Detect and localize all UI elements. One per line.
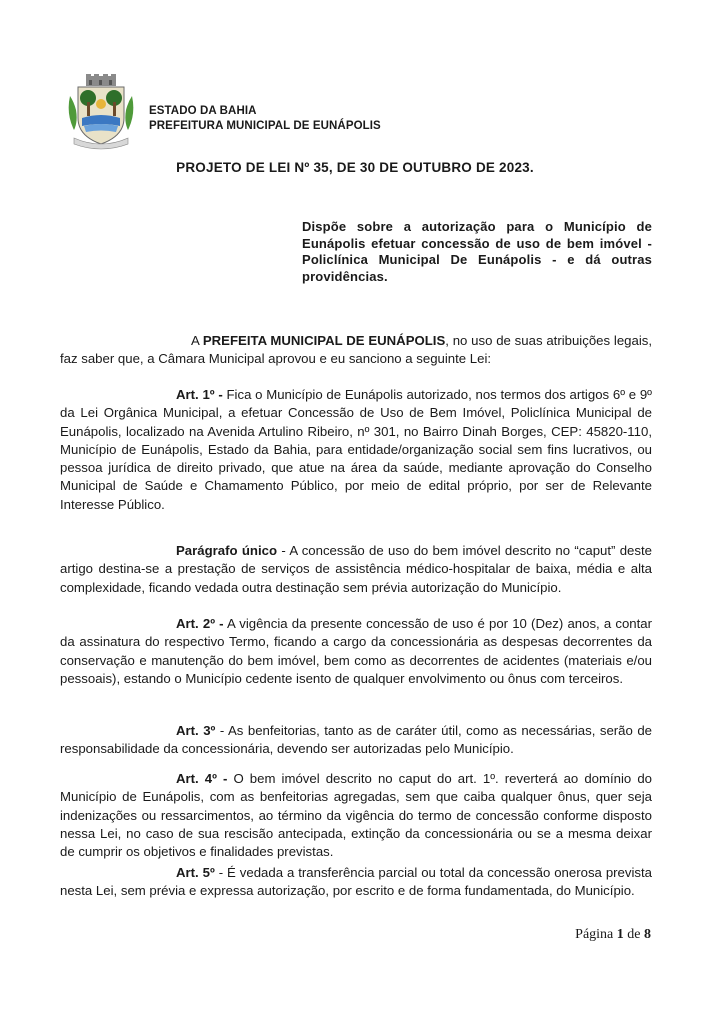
bill-title: PROJETO DE LEI Nº 35, DE 30 DE OUTUBRO DE 2023.: [176, 160, 534, 175]
letterhead: [149, 104, 381, 134]
article-2: [60, 615, 652, 688]
total-pages: 8: [644, 927, 651, 942]
preamble-paragraph: [60, 332, 652, 369]
sole-paragraph-text: - A concessão de uso do bem imóvel descrito no “caput” deste artigo destina-se a prestação de serviços de assistência médico-hospitalar de baixa, média e alta complexidade, ficando vedada outra destinação sem prévia autorização do Município.: [60, 543, 652, 595]
bill-summary: Dispõe sobre a autorização para o Município de Eunápolis efetuar concessão de uso de bem imóvel - Policlínica Municipal De Eunápolis - e dá outras providências.: [302, 219, 652, 284]
preamble-text: , no uso de suas atribuições legais, faz saber que, a Câmara Municipal aprovou e eu sanciono a seguinte Lei:: [60, 333, 653, 367]
municipal-coat-of-arms-icon: [64, 74, 138, 152]
article-1-label: Art. 1º -: [176, 387, 223, 402]
municipality-name: PREFEITURA MUNICIPAL DE EUNÁPOLIS: [149, 120, 381, 132]
preamble-lead: A: [191, 333, 203, 348]
current-page: 1: [616, 927, 624, 942]
article-1: [60, 386, 652, 514]
article-3-label: Art. 3º: [176, 723, 216, 738]
article-2-label: Art. 2º -: [176, 616, 224, 631]
preamble-authority: PREFEITA MUNICIPAL DE EUNÁPOLIS: [202, 333, 446, 348]
page-number: [575, 927, 651, 943]
article-4-label: Art. 4º -: [176, 771, 228, 786]
article-3-text: - As benfeitorias, tanto as de caráter útil, como as necessárias, serão de responsabilidade da concessionária, devendo ser autorizadas pelo Município.: [60, 723, 652, 757]
article-1-text: Fica o Município de Eunápolis autorizado, nos termos dos artigos 6º e 9º da Lei Orgânica Municipal, a efetuar Concessão de Uso de Bem Imóvel, Policlínica Municipal de Eunápolis, localizado na Avenida Artulino Ribeiro, nº 301, no Bairro Dinah Borges, CEP: 45820-110, Município de Eunápolis, Estado da Bahia, para entidade/organização social sem fins lucrativos, ou pessoa jurídica de direito privado, que atue na área da saúde, mediante aprovação do Conselho Municipal de Saúde e Chamamento Público, por meio de edital próprio, por ser de Relevante Interesse Público.: [60, 387, 652, 512]
article-5: [60, 864, 652, 901]
article-2-text: A vigência da presente concessão de uso é por 10 (Dez) anos, a contar da assinatura do respectivo Termo, ficando a cargo da concessionária as despesas decorrentes da conservação e manutenção do bem imóvel, bem como as decorrentes de acidentes (materiais e/ou pessoais), estando o Município cedente isento de qualquer envolvimento ou ônus com terceiros.: [60, 616, 652, 686]
article-5-text: - É vedada a transferência parcial ou total da concessão onerosa prevista nesta Lei, sem prévia e expressa autorização, por escrito e de forma fundamentada, do Município.: [60, 865, 652, 899]
state-name: ESTADO DA BAHIA: [149, 105, 257, 117]
page-word: Página: [575, 927, 614, 942]
of-word: de: [627, 927, 641, 942]
article-3: [60, 722, 652, 759]
article-4: [60, 770, 652, 861]
article-4-text: O bem imóvel descrito no caput do art. 1º. reverterá ao domínio do Município de Eunápolis, com as benfeitorias agregadas, sem que caiba qualquer ônus, quer seja indenizações ou ressarcimentos, ao término da vigência do termo de concessão conforme disposto nessa Lei, no caso de sua rescisão antecipada, extinção da concessionária ou se a mesma deixar de cumprir os objetivos e finalidades previstas.: [60, 771, 652, 860]
sole-paragraph-label: Parágrafo único: [176, 543, 278, 558]
sole-paragraph: [60, 542, 652, 597]
article-5-label: Art. 5º: [176, 865, 215, 880]
